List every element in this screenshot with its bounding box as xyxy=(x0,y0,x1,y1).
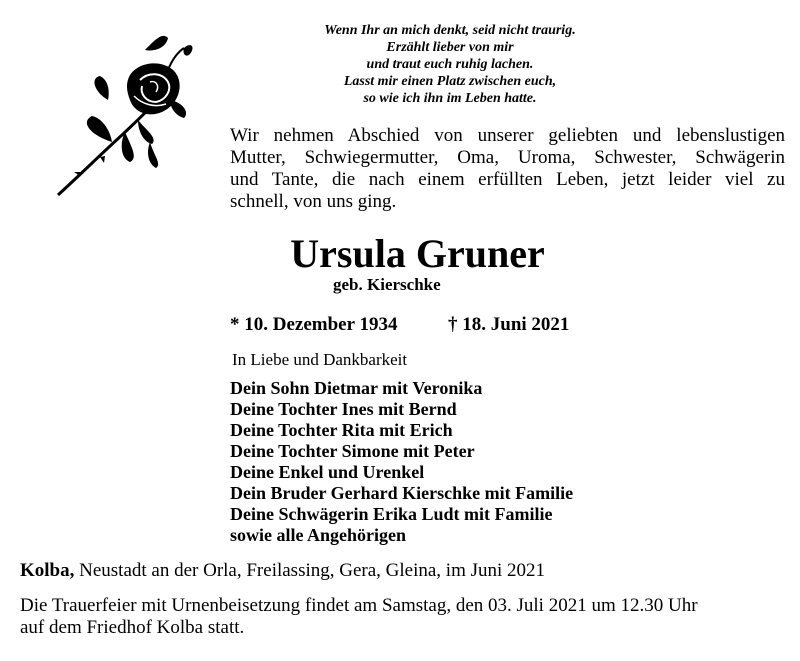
deceased-name: Ursula Gruner xyxy=(290,231,545,276)
intro-line: Mutter, Schwiegermutter, Oma, Uroma, Schwester, Schwägerin xyxy=(230,147,785,168)
mourner-line: sowie alle Angehörigen xyxy=(230,525,406,545)
intro-text xyxy=(230,125,785,213)
poem-line: Erzählt lieber von mir xyxy=(386,40,514,55)
poem-line: und traut euch ruhig lachen. xyxy=(366,57,534,72)
maiden-name: geb. Kierschke xyxy=(333,275,441,294)
intro-line: Wir nehmen Abschied von unserer geliebten und lebenslustigen xyxy=(230,125,785,146)
funeral-notice xyxy=(20,595,780,639)
mourners-intro: In Liebe und Dankbarkeit xyxy=(232,350,408,369)
poem-line: so wie ich ihn im Leben hatte. xyxy=(363,91,537,106)
death-date: † 18. Juni 2021 xyxy=(448,314,570,335)
funeral-line: Die Trauerfeier mit Urnenbeisetzung findet am Samstag, den 03. Juli 2021 um 12.30 Uhr xyxy=(20,595,698,616)
mourner-line: Deine Tochter Simone mit Peter xyxy=(230,441,475,461)
places-main: Kolba, xyxy=(20,560,75,581)
places-line xyxy=(20,560,545,582)
intro-line: schnell, von uns ging. xyxy=(230,191,397,212)
intro-line: und Tante, die nach einem erfüllten Leben, jetzt leider viel zu xyxy=(230,169,785,190)
funeral-line: auf dem Friedhof Kolba statt. xyxy=(20,617,245,638)
poem-line: Wenn Ihr an mich denkt, seid nicht traurig. xyxy=(324,23,576,38)
mourner-line: Deine Schwägerin Erika Ludt mit Familie xyxy=(230,504,553,524)
mourner-line: Dein Bruder Gerhard Kierschke mit Familie xyxy=(230,483,574,503)
rose-illustration-icon xyxy=(50,30,200,200)
birth-date: * 10. Dezember 1934 xyxy=(230,314,398,335)
mourner-line: Deine Enkel und Urenkel xyxy=(230,462,425,482)
poem xyxy=(270,22,630,107)
places-rest: Neustadt an der Orla, Freilassing, Gera, Gleina, im Juni 2021 xyxy=(74,560,546,581)
mourners-list xyxy=(230,378,573,546)
mourner-line: Dein Sohn Dietmar mit Veronika xyxy=(230,378,483,398)
mourner-line: Deine Tochter Ines mit Bernd xyxy=(230,399,457,419)
poem-line: Lasst mir einen Platz zwischen euch, xyxy=(343,74,557,89)
mourner-line: Deine Tochter Rita mit Erich xyxy=(230,420,453,440)
